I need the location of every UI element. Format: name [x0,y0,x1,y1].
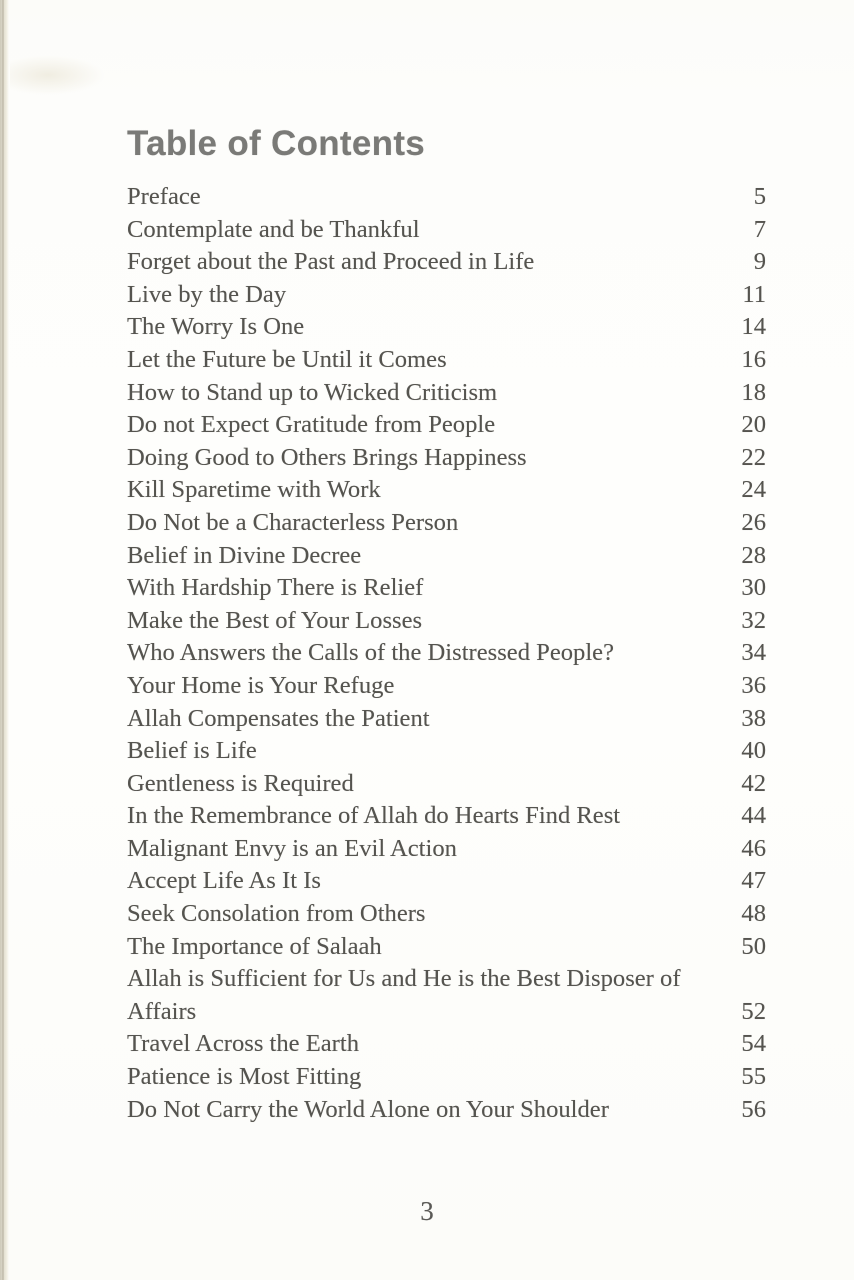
toc-entry-title: The Importance of Salaah [127,932,382,960]
toc-entry-page: 34 [741,639,766,667]
page-title: Table of Contents [127,124,426,163]
toc-entry-title: How to Stand up to Wicked Criticism [127,378,498,406]
toc-entry-title: Who Answers the Calls of the Distressed People? [127,639,614,667]
toc-entry [127,735,766,768]
page-left-edge [0,0,9,1280]
toc-entry [127,474,766,507]
toc-entry-title: Patience is Most Fitting [127,1063,362,1091]
toc-entry [127,311,766,344]
toc-entry-title: Live by the Day [127,280,287,308]
toc-entry [127,833,766,866]
toc-entry [127,670,766,703]
toc-entry-page: 18 [741,378,766,406]
toc-entry [127,637,766,670]
toc-entry-page: 47 [741,867,766,895]
toc-entry [127,572,766,605]
toc-entry [127,800,766,833]
toc-entry-page: 40 [741,737,766,765]
toc-entry-page: 22 [741,443,766,471]
toc-entry-page: 24 [741,476,766,504]
toc-entry [127,1028,766,1061]
page-content [127,0,766,1126]
toc-entry-page: 26 [741,508,766,536]
toc-entry-page: 42 [741,769,766,797]
toc-entry-page: 44 [741,802,766,830]
toc-entry [127,214,766,247]
toc-entry [127,344,766,377]
toc-entry-page: 32 [741,606,766,634]
toc-entry-title: Belief in Divine Decree [127,541,362,569]
toc-list [127,181,766,1126]
toc-entry [127,1094,766,1127]
toc-entry-page: 38 [741,704,766,732]
toc-entry-title: Gentleness is Required [127,769,354,797]
toc-entry-title: The Worry Is One [127,313,305,341]
toc-entry [127,540,766,573]
toc-entry [127,605,766,638]
toc-entry-title: Your Home is Your Refuge [127,671,395,699]
toc-entry-page: 48 [741,900,766,928]
toc-entry [127,442,766,475]
toc-entry-page: 14 [741,313,766,341]
toc-entry-page: 56 [741,1095,766,1123]
toc-entry [127,931,766,964]
toc-entry [127,703,766,736]
toc-entry-title: Travel Across the Earth [127,1030,360,1058]
toc-entry [127,768,766,801]
toc-entry-title: Accept Life As It Is [127,867,321,895]
toc-entry-title: Malignant Envy is an Evil Action [127,834,457,862]
toc-entry [127,279,766,312]
toc-entry-page: 20 [741,411,766,439]
toc-entry-title: Forget about the Past and Proceed in Life [127,248,535,276]
toc-entry [127,1061,766,1094]
toc-entry [127,246,766,279]
toc-entry-page: 30 [741,574,766,602]
toc-entry [127,507,766,540]
toc-entry-title: Allah is Sufficient for Us and He is the Best Disposer of Affairs [127,965,681,1025]
toc-entry-title: Let the Future be Until it Comes [127,345,447,373]
toc-entry-page: 46 [741,834,766,862]
toc-entry-title: Do not Expect Gratitude from People [127,411,496,439]
toc-entry-title: Seek Consolation from Others [127,900,426,928]
toc-entry-title: Make the Best of Your Losses [127,606,423,634]
toc-entry-page: 36 [741,671,766,699]
toc-entry-page: 11 [742,280,766,308]
toc-entry-title: Doing Good to Others Brings Happiness [127,443,527,471]
toc-entry-title: Do Not Carry the World Alone on Your Shoulder [127,1095,609,1123]
toc-entry-title: Belief is Life [127,737,257,765]
toc-entry-page: 28 [741,541,766,569]
toc-entry [127,181,766,214]
toc-entry-page: 16 [741,345,766,373]
toc-entry-title: Do Not be a Characterless Person [127,508,459,536]
toc-entry [127,963,766,1028]
toc-entry [127,865,766,898]
toc-entry-title: In the Remembrance of Allah do Hearts Find Rest [127,802,621,830]
toc-entry-title: Preface [127,183,201,210]
toc-entry [127,898,766,931]
toc-entry-page: 9 [753,248,766,276]
toc-entry-page: 5 [753,183,766,210]
toc-entry-title: Contemplate and be Thankful [127,215,420,243]
toc-entry-title: Allah Compensates the Patient [127,704,430,732]
toc-entry-page: 55 [741,1063,766,1091]
toc-entry [127,377,766,410]
toc-entry-page: 52 [741,997,766,1025]
toc-entry-page: 50 [741,932,766,960]
scan-smudge [10,55,105,95]
toc-entry-page: 54 [741,1030,766,1058]
toc-entry-page: 7 [753,215,766,243]
toc-entry [127,409,766,442]
toc-entry-title: With Hardship There is Relief [127,574,424,602]
footer-page-number: 3 [420,1196,434,1226]
toc-entry-title: Kill Sparetime with Work [127,476,381,504]
